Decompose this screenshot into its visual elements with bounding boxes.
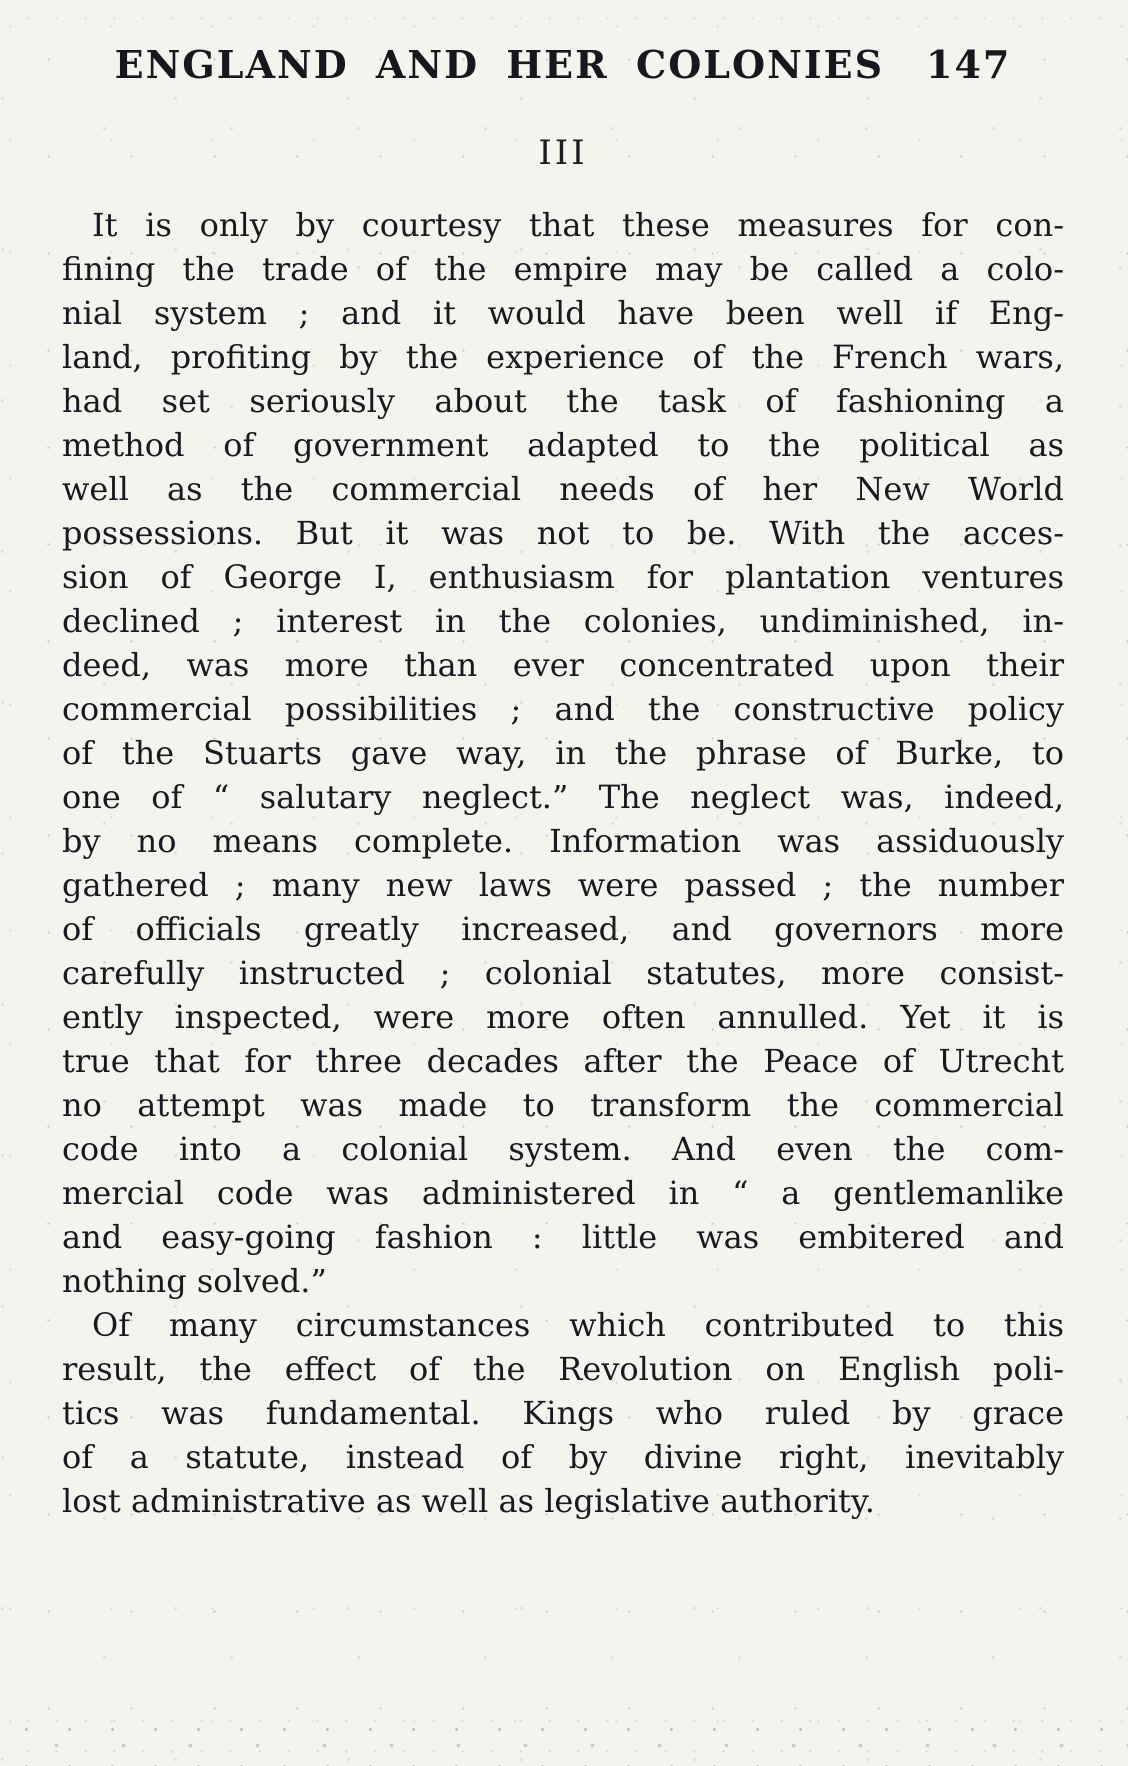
text-line: of a statute, instead of by divine right, inevitably — [62, 1438, 1064, 1476]
text-line: It is only by courtesy that these measures for con- — [92, 206, 1064, 244]
page-number: 147 — [926, 42, 1012, 87]
text-line: nothing solved.” — [62, 1262, 327, 1300]
text-line: tics was fundamental. Kings who ruled by grace — [62, 1394, 1064, 1432]
text-line: of the Stuarts gave way, in the phrase of Burke, to — [62, 734, 1064, 772]
text-line: commercial possibilities ; and the constructive policy — [62, 690, 1064, 728]
text-line: deed, was more than ever concentrated upon their — [62, 646, 1064, 684]
text-line: carefully instructed ; colonial statutes, more consist- — [62, 954, 1064, 992]
text-line: one of “ salutary neglect.” The neglect was, indeed, — [62, 778, 1064, 816]
text-line: lost administrative as well as legislative authority. — [62, 1482, 875, 1520]
text-line: well as the commercial needs of her New World — [62, 470, 1064, 508]
text-line: nial system ; and it would have been well if Eng- — [62, 294, 1064, 332]
text-line: declined ; interest in the colonies, undiminished, in- — [62, 602, 1064, 640]
paragraph-2 — [62, 1303, 1064, 1523]
section-heading: III — [538, 133, 588, 173]
text-line: by no means complete. Information was assiduously — [62, 822, 1064, 860]
text-line: result, the effect of the Revolution on English poli- — [62, 1350, 1064, 1388]
text-line: no attempt was made to transform the commercial — [62, 1086, 1064, 1124]
text-line: true that for three decades after the Peace of Utrecht — [62, 1042, 1064, 1080]
chapter-title: ENGLAND AND HER COLONIES — [114, 42, 885, 87]
text-line: sion of George I, enthusiasm for plantation ventures — [62, 558, 1064, 596]
text-line: ently inspected, were more often annulled. Yet it is — [62, 998, 1064, 1036]
paragraph-1 — [62, 203, 1064, 1303]
text-line: method of government adapted to the political as — [62, 426, 1064, 464]
body-text — [62, 203, 1064, 1523]
text-line: Of many circumstances which contributed to this — [92, 1306, 1064, 1344]
text-line: fining the trade of the empire may be called a colo- — [62, 250, 1064, 288]
text-line: possessions. But it was not to be. With the acces- — [62, 514, 1064, 552]
text-line: had set seriously about the task of fashioning a — [62, 382, 1064, 420]
text-line: mercial code was administered in “ a gentlemanlike — [62, 1174, 1064, 1212]
text-line: of officials greatly increased, and governors more — [62, 910, 1064, 948]
text-line: and easy-going fashion : little was embitered and — [62, 1218, 1064, 1256]
text-line: land, profiting by the experience of the French wars, — [62, 338, 1064, 376]
text-line: gathered ; many new laws were passed ; the number — [62, 866, 1064, 904]
text-line: code into a colonial system. And even the com- — [62, 1130, 1064, 1168]
page-header — [62, 42, 1064, 87]
